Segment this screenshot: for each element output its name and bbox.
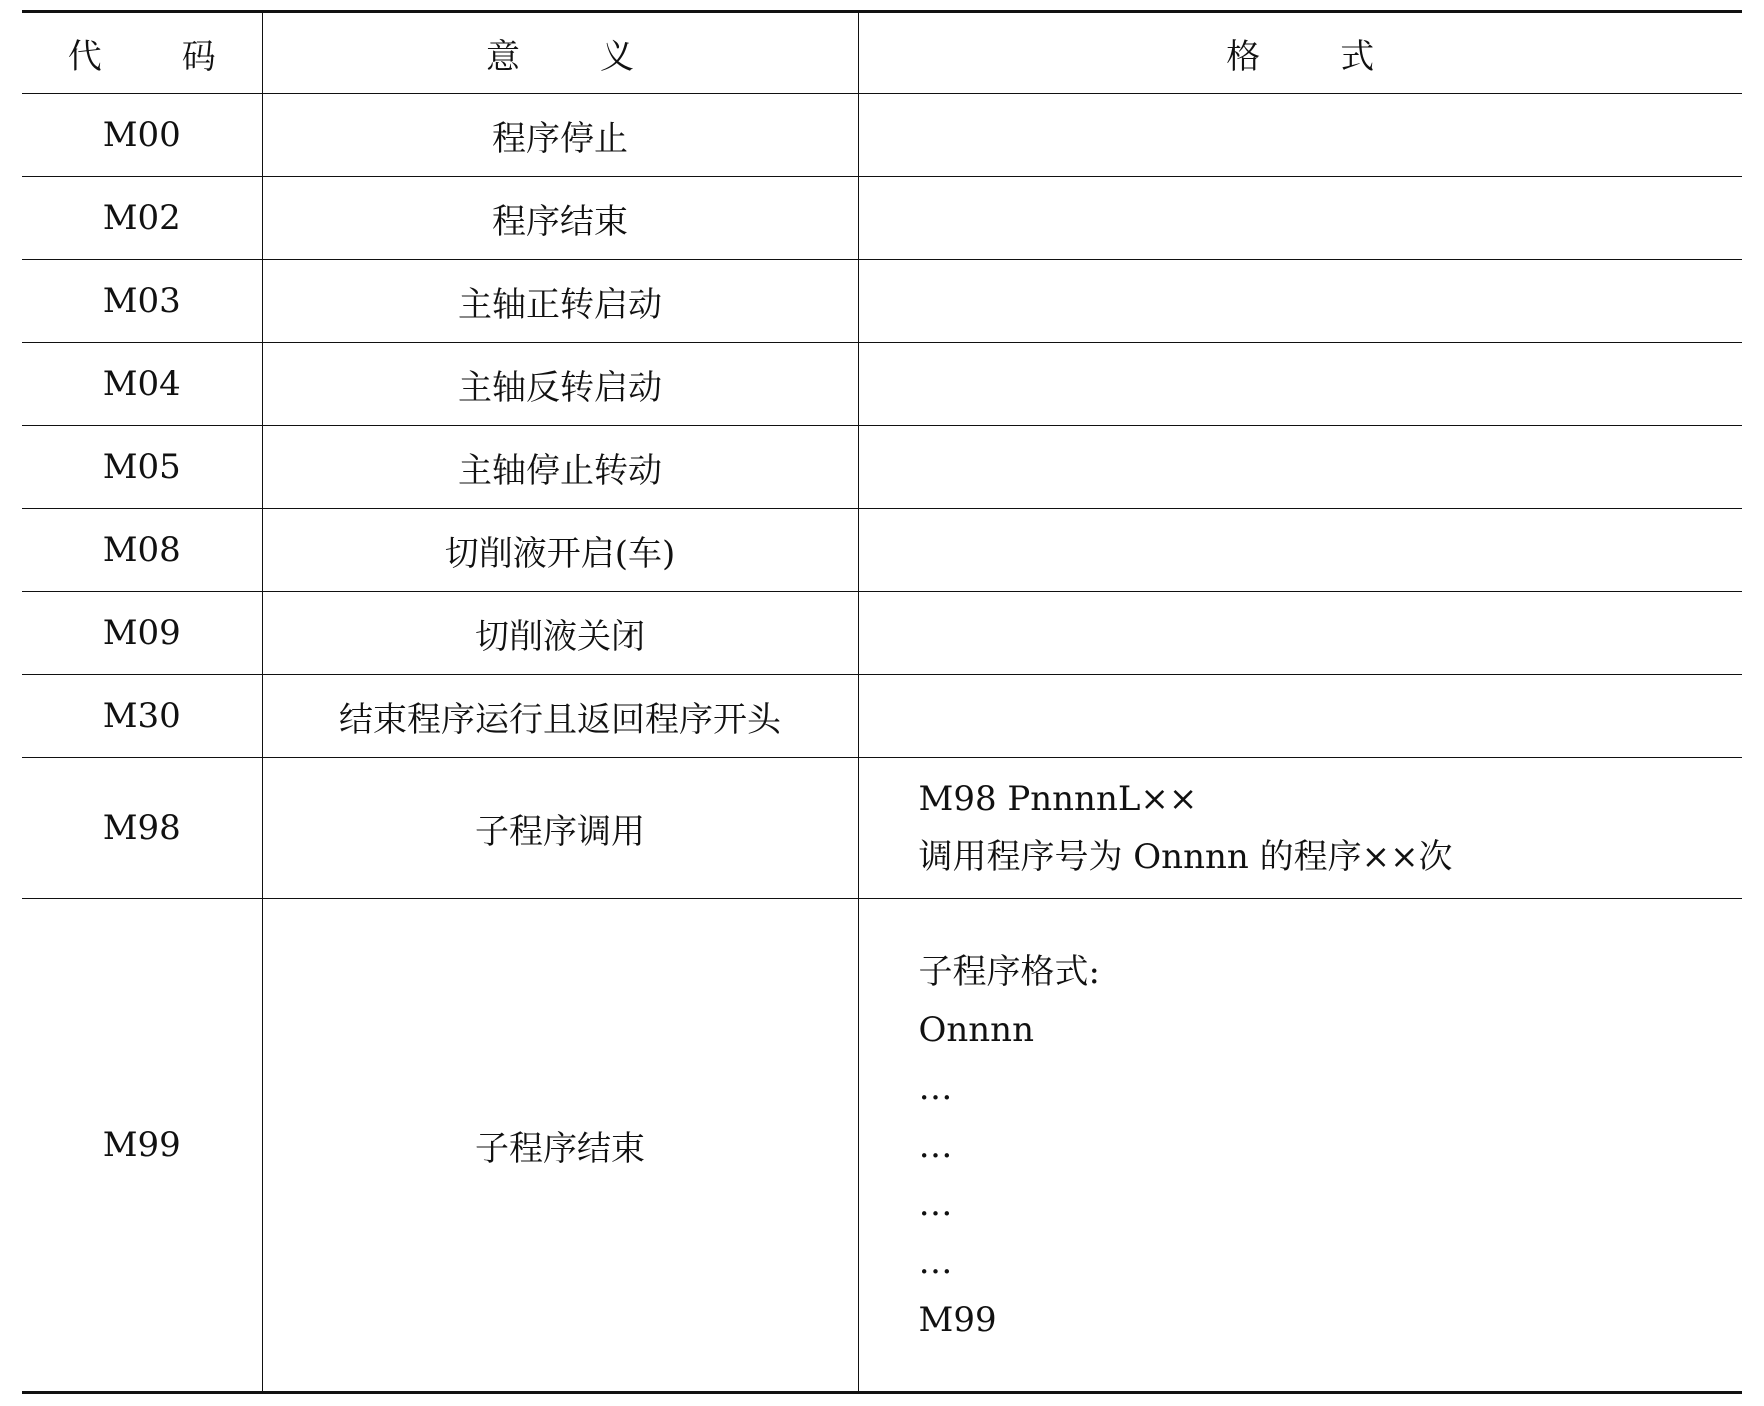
code-cell: M98 bbox=[22, 758, 262, 899]
table-row bbox=[22, 177, 1742, 260]
table-row bbox=[22, 509, 1742, 592]
code-cell: M03 bbox=[22, 260, 262, 343]
table-body bbox=[22, 94, 1742, 1393]
code-cell: M99 bbox=[102, 1125, 181, 1165]
table-row bbox=[22, 260, 1742, 343]
format-cell bbox=[858, 899, 1742, 1393]
format-cell bbox=[858, 426, 1742, 509]
format-cell bbox=[858, 509, 1742, 592]
format-line: M99 bbox=[918, 1300, 997, 1340]
table-row bbox=[22, 592, 1742, 675]
meaning-cell: 主轴停止转动 bbox=[262, 426, 858, 509]
header-row bbox=[22, 12, 1742, 94]
m-code-table-container bbox=[22, 10, 1742, 1394]
meaning-cell: 子程序调用 bbox=[262, 758, 858, 899]
table-row bbox=[22, 899, 1742, 1393]
meaning-cell: 切削液关闭 bbox=[262, 592, 858, 675]
subprogram-format-block bbox=[919, 941, 1743, 1349]
format-line: Onnnn bbox=[918, 1010, 1034, 1050]
format-cell bbox=[858, 758, 1742, 899]
code-cell: M00 bbox=[22, 94, 262, 177]
table-row bbox=[22, 758, 1742, 899]
m-code-table bbox=[22, 10, 1742, 1394]
table-row bbox=[22, 343, 1742, 426]
table-row bbox=[22, 426, 1742, 509]
table-header bbox=[22, 12, 1742, 94]
format-line: … bbox=[918, 1242, 953, 1282]
format-cell bbox=[858, 94, 1742, 177]
table-row bbox=[22, 675, 1742, 758]
meaning-cell: 结束程序运行且返回程序开头 bbox=[262, 675, 858, 758]
meaning-cell: 程序停止 bbox=[262, 94, 858, 177]
code-cell: M09 bbox=[22, 592, 262, 675]
code-cell: M02 bbox=[22, 177, 262, 260]
header-format-char-1: 格 bbox=[1226, 36, 1261, 77]
format-cell bbox=[858, 343, 1742, 426]
format-line: 调用程序号为 Onnnn 的程序××次 bbox=[918, 837, 1453, 877]
header-code-char-2: 码 bbox=[181, 36, 216, 77]
code-cell: M30 bbox=[22, 675, 262, 758]
meaning-cell: 子程序结束 bbox=[262, 899, 858, 1393]
format-cell bbox=[858, 177, 1742, 260]
format-line: M98 PnnnnL×× bbox=[918, 779, 1198, 819]
header-code bbox=[22, 12, 262, 94]
code-cell: M08 bbox=[22, 509, 262, 592]
format-cell bbox=[858, 260, 1742, 343]
header-meaning bbox=[262, 12, 858, 94]
header-meaning-char-1: 意 bbox=[486, 36, 520, 77]
format-line: … bbox=[918, 1126, 953, 1166]
format-line: … bbox=[918, 1184, 953, 1224]
meaning-cell: 主轴反转启动 bbox=[262, 343, 858, 426]
code-cell: M04 bbox=[22, 343, 262, 426]
code-cell: M05 bbox=[22, 426, 262, 509]
header-code-char-1: 代 bbox=[67, 36, 102, 77]
format-cell bbox=[858, 675, 1742, 758]
meaning-cell: 程序结束 bbox=[262, 177, 858, 260]
meaning-cell: 主轴正转启动 bbox=[262, 260, 858, 343]
format-line: 子程序格式: bbox=[918, 952, 1100, 992]
header-format-char-2: 式 bbox=[1340, 36, 1375, 77]
format-cell bbox=[858, 592, 1742, 675]
header-format bbox=[858, 12, 1742, 94]
format-line: … bbox=[918, 1068, 953, 1108]
header-meaning-char-2: 义 bbox=[600, 36, 634, 77]
table-row bbox=[22, 94, 1742, 177]
meaning-cell: 切削液开启(车) bbox=[262, 509, 858, 592]
